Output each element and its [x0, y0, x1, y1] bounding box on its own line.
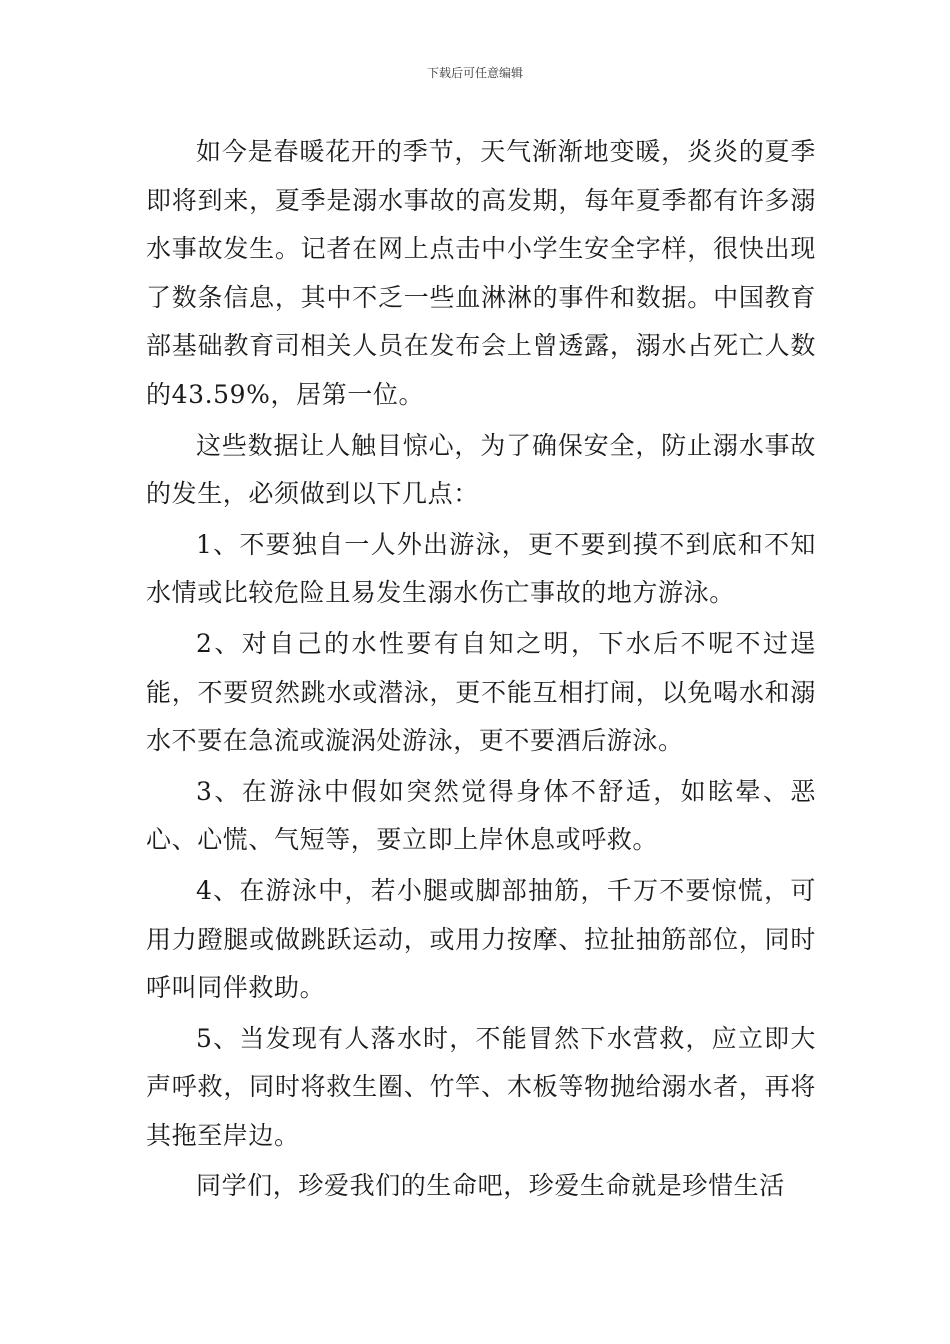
paragraph-rule-5: 5、当发现有人落水时，不能冒然下水营救，应立即大声呼救，同时将救生圈、竹竿、木板等物抛给溺水者，再将其拖至岸边。 [146, 1023, 816, 1150]
paragraph-closing: 同学们，珍爱我们的生命吧，珍爱生命就是珍惜生活 [196, 1171, 785, 1201]
document-body [146, 128, 816, 1213]
paragraph-intro: 如今是春暖花开的季节，天气渐渐地变暖，炎炎的夏季即将到来，夏季是溺水事故的高发期，每年夏季都有许多溺水事故发生。记者在网上点击中小学生安全字样，很快出现了数条信息，其中不乏一些血淋淋的事件和数据。中国教育部基础教育司相关人员在发布会上曾透露，溺水占死亡人数的43.59%，居第一位。 [146, 137, 816, 409]
paragraph-lead-in: 这些数据让人触目惊心，为了确保安全，防止溺水事故的发生，必须做到以下几点： [146, 430, 816, 509]
paragraph-rule-3: 3、在游泳中假如突然觉得身体不舒适，如眩晕、恶心、心慌、气短等，要立即上岸休息或呼救。 [146, 776, 816, 855]
paragraph-rule-1: 1、不要独自一人外出游泳，更不要到摸不到底和不知水情或比较危险且易发生溺水伤亡事故的地方游泳。 [146, 529, 816, 608]
page-header-note: 下载后可任意编辑 [426, 66, 523, 80]
paragraph-rule-4: 4、在游泳中，若小腿或脚部抽筋，千万不要惊慌，可用力蹬腿或做跳跃运动，或用力按摩、拉扯抽筋部位，同时呼叫同伴救助。 [146, 875, 816, 1003]
paragraph-rule-2: 2、对自己的水性要有自知之明，下水后不呢不过逞能，不要贸然跳水或潜泳，更不能互相打闹，以免喝水和溺水不要在急流或漩涡处游泳，更不要酒后游泳。 [146, 628, 816, 756]
